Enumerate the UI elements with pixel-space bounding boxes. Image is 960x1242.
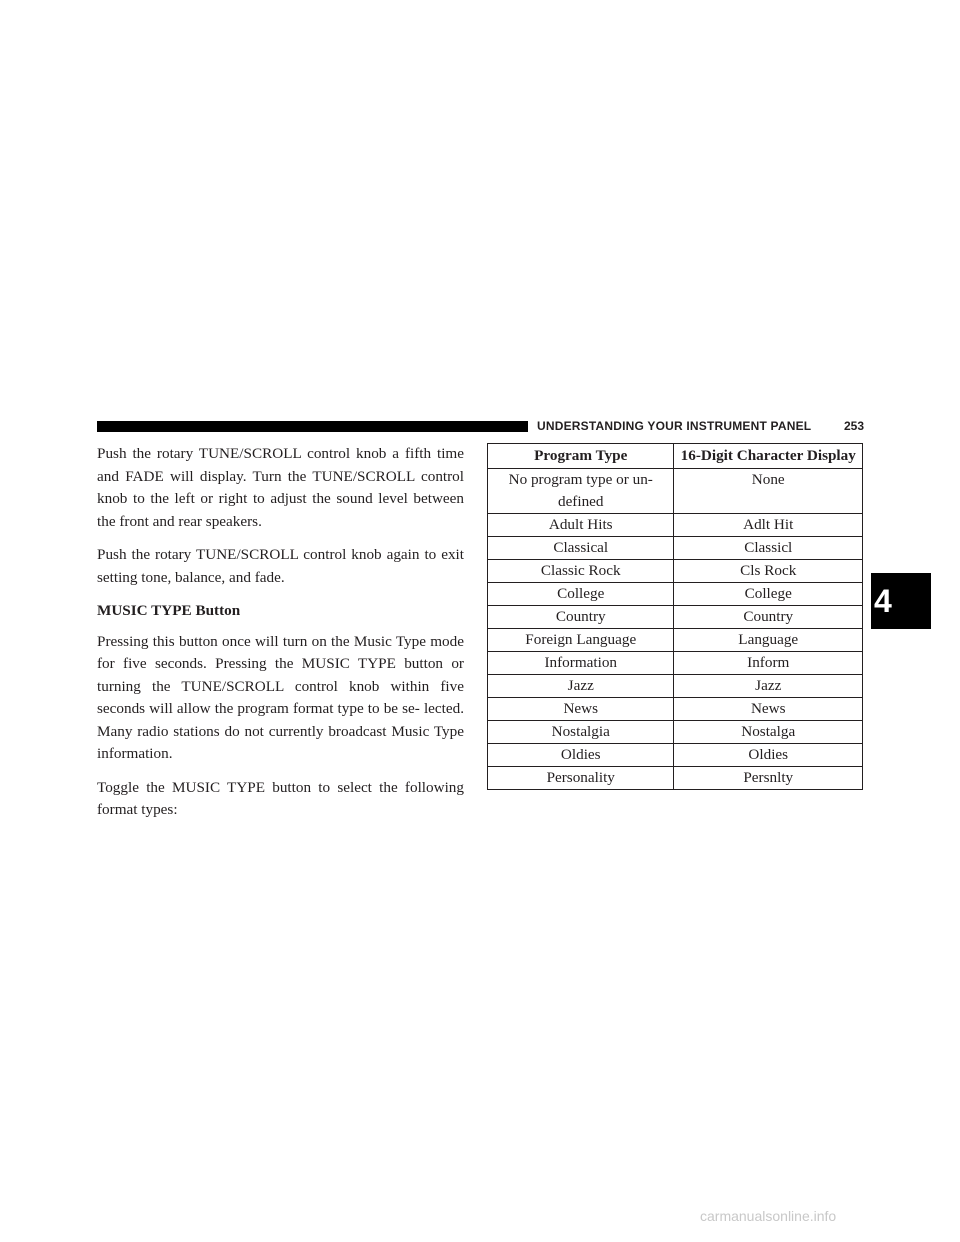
header-rule bbox=[97, 421, 528, 432]
section-title: UNDERSTANDING YOUR INSTRUMENT PANEL bbox=[537, 419, 812, 433]
table-row bbox=[488, 767, 863, 790]
page-number: 253 bbox=[844, 419, 865, 433]
music-type-heading: MUSIC TYPE Button bbox=[97, 602, 241, 619]
table-row bbox=[488, 698, 863, 721]
header-program-type: Program Type bbox=[488, 444, 674, 469]
program-type-cell: Jazz bbox=[488, 675, 674, 698]
table-row bbox=[488, 560, 863, 583]
display-text-cell: None bbox=[674, 469, 863, 514]
program-type-cell: Adult Hits bbox=[488, 514, 674, 537]
program-type-cell: No program type or un- defined bbox=[488, 469, 674, 514]
paragraph-toggle: Toggle the MUSIC TYPE button to select the following format types: bbox=[97, 778, 464, 818]
watermark: carmanualsonline.info bbox=[700, 1208, 837, 1224]
display-text-cell: Adlt Hit bbox=[674, 514, 863, 537]
display-text-cell: Persnlty bbox=[674, 767, 863, 790]
display-text-cell: Inform bbox=[674, 652, 863, 675]
paragraph-exit-setting: Push the rotary TUNE/SCROLL control knob again to exit setting tone, balance, and fade. bbox=[97, 546, 464, 586]
display-text-cell: Country bbox=[674, 606, 863, 629]
program-type-cell: News bbox=[488, 698, 674, 721]
paragraph-fade: Push the rotary TUNE/SCROLL control knob a fifth time and FADE will display. Turn the TUNE/SCROLL control knob to the left or right to adjust the sound level between the front and rear speakers. bbox=[97, 445, 464, 530]
table-row bbox=[488, 583, 863, 606]
table-row bbox=[488, 537, 863, 560]
display-text-cell: Nostalga bbox=[674, 721, 863, 744]
display-text-cell: Classicl bbox=[674, 537, 863, 560]
program-type-cell: Classic Rock bbox=[488, 560, 674, 583]
program-type-table bbox=[487, 443, 863, 790]
display-text-cell: Oldies bbox=[674, 744, 863, 767]
display-text-cell: Language bbox=[674, 629, 863, 652]
program-type-cell: College bbox=[488, 583, 674, 606]
display-text-cell: College bbox=[674, 583, 863, 606]
table-row bbox=[488, 514, 863, 537]
program-type-cell: Nostalgia bbox=[488, 721, 674, 744]
body-text-column bbox=[97, 443, 464, 833]
program-type-cell: Classical bbox=[488, 537, 674, 560]
table-header-row bbox=[488, 444, 863, 469]
program-type-cell: Information bbox=[488, 652, 674, 675]
table-row bbox=[488, 606, 863, 629]
program-type-cell: Country bbox=[488, 606, 674, 629]
table-row bbox=[488, 744, 863, 767]
display-text-cell: Cls Rock bbox=[674, 560, 863, 583]
display-text-cell: Jazz bbox=[674, 675, 863, 698]
table-row bbox=[488, 629, 863, 652]
paragraph-music-type: Pressing this button once will turn on the Music Type mode for five seconds. Pressing the MUSIC TYPE button or turning the TUNE/SCROLL control knob within five seconds will allow the program format type to be se- lected. Many radio stations do not currently broadcast Music Type information. bbox=[97, 632, 464, 762]
table-row bbox=[488, 652, 863, 675]
display-text-cell: News bbox=[674, 698, 863, 721]
program-type-cell: Foreign Language bbox=[488, 629, 674, 652]
table-row bbox=[488, 469, 863, 514]
table-row bbox=[488, 675, 863, 698]
header-character-display: 16-Digit Character Display bbox=[674, 444, 863, 469]
program-type-cell: Personality bbox=[488, 767, 674, 790]
chapter-tab: 4 bbox=[871, 573, 931, 629]
table-row bbox=[488, 721, 863, 744]
program-type-cell: Oldies bbox=[488, 744, 674, 767]
